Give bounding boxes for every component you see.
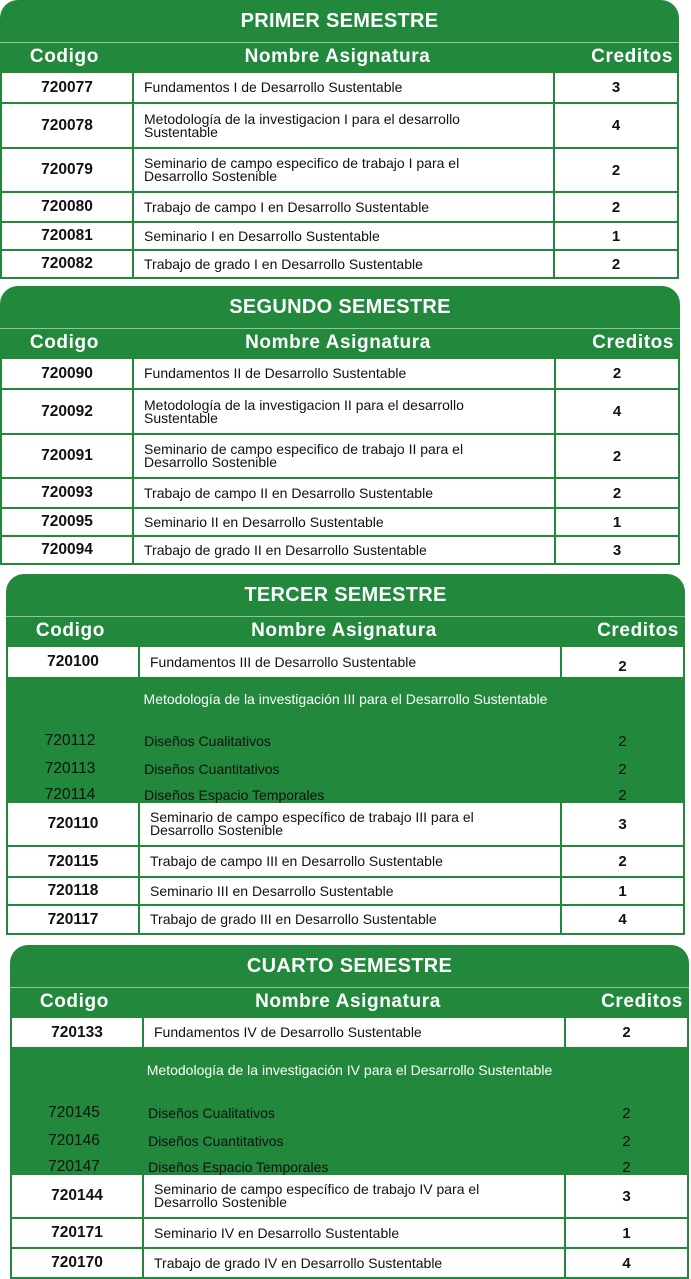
row-name: Trabajo de campo I en Desarrollo Sustentable	[132, 193, 553, 221]
header-code: Codigo	[39, 991, 109, 1012]
semester-1-table	[0, 0, 679, 279]
row-code: 720118	[47, 882, 99, 899]
header-code: Codigo	[29, 46, 99, 67]
row-code: 720100	[47, 653, 99, 670]
row-credits: 2	[622, 1104, 631, 1122]
table-row	[0, 359, 680, 390]
row-name: Trabajo de campo III en Desarrollo Sustentable	[138, 847, 560, 876]
row-code: 720078	[41, 116, 93, 134]
group-row	[6, 755, 685, 783]
table-row	[0, 251, 679, 279]
row-name: Metodología de la investigacion II para el desarrollo Sustentable	[132, 390, 554, 433]
table-row	[0, 479, 680, 509]
row-name: Seminario de campo especifico de trabajo II para el Desarrollo Sostenible	[132, 435, 554, 477]
semester-title: SEGUNDO SEMESTRE	[0, 286, 680, 328]
row-credits: 2	[560, 647, 683, 677]
row-code: 720171	[51, 1224, 103, 1241]
row-credits: 1	[553, 223, 677, 249]
row-name: Trabajo de grado III en Desarrollo Sustentable	[138, 906, 560, 933]
row-name: Fundamentos III de Desarrollo Sustentable	[138, 647, 560, 677]
row-code: 720079	[41, 161, 93, 178]
row-credits: 4	[564, 1249, 687, 1277]
row-code: 720114	[44, 786, 96, 803]
row-credits: 4	[560, 906, 683, 933]
row-credits: 2	[618, 786, 627, 804]
group-row	[10, 1127, 689, 1155]
row-name: Seminario IV en Desarrollo Sustentable	[142, 1219, 564, 1247]
table-row	[6, 803, 685, 847]
row-credits: 2	[618, 760, 627, 778]
table-header	[0, 328, 680, 359]
row-name: Seminario de campo especifico de trabajo I para el Desarrollo Sostenible	[132, 149, 553, 191]
row-credits: 3	[560, 803, 683, 845]
row-code: 720113	[44, 760, 96, 777]
table-row	[0, 104, 679, 149]
row-code: 720112	[44, 732, 96, 749]
row-code: 720144	[51, 1187, 103, 1204]
row-name: Trabajo de grado I en Desarrollo Sustentable	[132, 251, 553, 277]
row-credits: 2	[618, 732, 627, 750]
row-credits: 2	[564, 1018, 687, 1047]
row-code: 720081	[41, 227, 93, 244]
row-name: Diseños Espacio Temporales	[148, 1159, 329, 1175]
row-code: 720115	[47, 852, 99, 870]
semester-title: TERCER SEMESTRE	[6, 574, 685, 616]
row-name: Fundamentos I de Desarrollo Sustentable	[132, 73, 553, 102]
table-row	[10, 1249, 689, 1279]
semester-3-table	[6, 574, 685, 935]
row-credits: 3	[553, 73, 677, 102]
row-name: Seminario de campo específico de trabajo IV para el Desarrollo Sostenible	[142, 1175, 564, 1217]
table-header	[0, 42, 679, 73]
row-code: 720080	[41, 198, 93, 215]
row-code: 720092	[41, 402, 93, 420]
row-credits: 4	[554, 390, 678, 433]
table-row	[6, 647, 685, 677]
semester-title: CUARTO SEMESTRE	[10, 945, 689, 987]
row-code: 720145	[48, 1104, 100, 1121]
row-code: 720110	[47, 815, 99, 832]
row-credits: 1	[564, 1219, 687, 1247]
row-code: 720095	[41, 513, 93, 530]
row-name: Trabajo de campo II en Desarrollo Sustentable	[132, 479, 554, 507]
header-credits: Creditos	[592, 332, 675, 353]
row-code: 720147	[48, 1158, 100, 1175]
table-header	[10, 987, 689, 1018]
row-name: Seminario II en Desarrollo Sustentable	[132, 509, 554, 535]
group-title: Metodología de la investigación IV para el Desarrollo Sustentable	[146, 1062, 553, 1078]
table-row	[0, 435, 680, 479]
row-credits: 2	[554, 479, 678, 507]
table-row	[10, 1175, 689, 1219]
group-row	[10, 1093, 689, 1127]
row-credits: 2	[560, 847, 683, 876]
table-row	[0, 390, 680, 435]
table-row	[6, 878, 685, 906]
row-code: 720093	[41, 484, 93, 501]
row-credits: 3	[554, 537, 678, 563]
table-row	[6, 847, 685, 878]
header-credits: Creditos	[601, 991, 683, 1012]
row-code: 720117	[47, 910, 99, 928]
row-credits: 1	[554, 509, 678, 535]
row-code: 720082	[41, 255, 93, 272]
table-row	[10, 1018, 689, 1047]
row-code: 720077	[41, 78, 93, 96]
row-credits: 2	[554, 359, 678, 388]
row-name: Diseños Cualitativos	[144, 733, 271, 749]
row-credits: 3	[564, 1175, 687, 1217]
table-header	[6, 616, 685, 647]
row-credits: 2	[553, 149, 677, 191]
row-name: Diseños Cualitativos	[148, 1105, 275, 1121]
header-name: Nombre Asignatura	[251, 620, 437, 641]
table-row	[0, 149, 679, 193]
row-credits: 2	[553, 193, 677, 221]
row-code: 720090	[41, 364, 93, 382]
row-code: 720133	[51, 1023, 103, 1041]
row-name: Fundamentos II de Desarrollo Sustentable	[132, 359, 554, 388]
header-name: Nombre Asignatura	[244, 46, 431, 67]
row-code: 720170	[51, 1254, 103, 1271]
row-code: 720094	[41, 541, 93, 558]
table-row	[0, 73, 679, 104]
row-credits: 2	[554, 435, 678, 477]
header-credits: Creditos	[591, 46, 673, 67]
row-credits: 1	[560, 878, 683, 904]
row-code: 720146	[48, 1132, 100, 1149]
row-name: Trabajo de grado IV en Desarrollo Sustentable	[142, 1249, 564, 1277]
table-row	[10, 1219, 689, 1249]
row-name: Seminario III en Desarrollo Sustentable	[138, 878, 560, 904]
row-credits: 2	[622, 1132, 631, 1150]
row-name: Seminario de campo específico de trabajo III para el Desarrollo Sostenible	[138, 803, 560, 845]
header-name: Nombre Asignatura	[245, 332, 431, 353]
header-code: Codigo	[35, 620, 105, 641]
group-row	[6, 721, 685, 755]
row-code: 720091	[41, 447, 93, 464]
row-credits: 2	[622, 1158, 631, 1176]
header-code: Codigo	[29, 332, 99, 353]
row-name: Seminario I en Desarrollo Sustentable	[132, 223, 553, 249]
table-row	[0, 509, 680, 537]
table-row	[0, 537, 680, 565]
row-credits: 4	[553, 104, 677, 147]
header-name: Nombre Asignatura	[255, 991, 441, 1012]
row-name: Trabajo de grado II en Desarrollo Sustentable	[132, 537, 554, 563]
table-row	[0, 223, 679, 251]
table-row	[0, 193, 679, 223]
row-name: Fundamentos IV de Desarrollo Sustentable	[142, 1018, 564, 1047]
group-title: Metodología de la investigación III para el Desarrollo Sustentable	[143, 691, 548, 707]
header-credits: Creditos	[597, 620, 679, 641]
row-name: Diseños Espacio Temporales	[144, 787, 325, 803]
row-name: Diseños Cuantitativos	[148, 1133, 284, 1149]
table-row	[6, 906, 685, 935]
row-credits: 2	[553, 251, 677, 277]
methodology-group	[10, 1047, 689, 1175]
methodology-group	[6, 677, 685, 803]
semester-title: PRIMER SEMESTRE	[0, 0, 679, 42]
row-name: Diseños Cuantitativos	[144, 761, 280, 777]
semester-2-table	[0, 286, 680, 565]
row-name: Metodología de la investigacion I para el desarrollo Sustentable	[132, 104, 553, 147]
semester-4-table	[10, 945, 689, 1279]
